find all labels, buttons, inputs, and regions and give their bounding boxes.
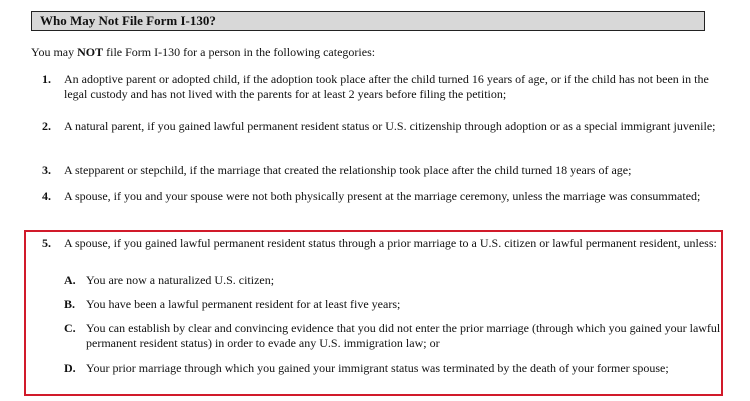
item-number: 2. bbox=[42, 119, 51, 133]
sub-item-letter: C. bbox=[64, 321, 76, 335]
intro-text bbox=[31, 44, 375, 60]
list-item-4 bbox=[42, 189, 722, 204]
sub-item-a bbox=[64, 273, 724, 288]
intro-emphasis: NOT bbox=[77, 45, 104, 59]
sub-item-c bbox=[64, 321, 724, 351]
item-number: 3. bbox=[42, 163, 51, 177]
sub-item-b bbox=[64, 297, 724, 312]
sub-item-text: Your prior marriage through which you gained your immigrant status was terminated by the death of your former spouse; bbox=[86, 361, 669, 375]
list-item-3 bbox=[42, 163, 722, 178]
intro-suffix: file Form I-130 for a person in the following categories: bbox=[103, 45, 376, 59]
item-number: 1. bbox=[42, 72, 51, 86]
intro-prefix: You may bbox=[31, 45, 78, 59]
list-item-1 bbox=[42, 72, 722, 102]
item-text: A spouse, if you and your spouse were not both physically present at the marriage ceremony, unless the marriage was consummated; bbox=[64, 189, 701, 203]
item-number: 5. bbox=[42, 236, 51, 250]
item-text: An adoptive parent or adopted child, if the adoption took place after the child turned 16 years of age, or if the child has not been in the legal custody and has not lived with the parents for at least 2 years before filing the petition; bbox=[64, 72, 709, 101]
sub-item-text: You are now a naturalized U.S. citizen; bbox=[86, 273, 275, 287]
item-text: A stepparent or stepchild, if the marriage that created the relationship took place after the child turned 18 years of age; bbox=[64, 163, 632, 177]
item-text: A spouse, if you gained lawful permanent resident status through a prior marriage to a U.S. citizen or lawful permanent resident, unless: bbox=[64, 236, 717, 250]
sub-item-text: You can establish by clear and convincing evidence that you did not enter the prior marriage (through which you gained your lawful permanent resident status) in order to evade any U.S. immigration law; or bbox=[86, 321, 721, 350]
sub-item-text: You have been a lawful permanent resident for at least five years; bbox=[86, 297, 401, 311]
item-number: 4. bbox=[42, 189, 51, 203]
sub-item-letter: A. bbox=[64, 273, 76, 287]
list-item-5 bbox=[42, 236, 722, 251]
sub-item-letter: B. bbox=[64, 297, 76, 311]
sub-item-d bbox=[64, 361, 724, 376]
list-item-2 bbox=[42, 119, 722, 134]
sub-item-letter: D. bbox=[64, 361, 76, 375]
item-text: A natural parent, if you gained lawful permanent resident status or U.S. citizenship through adoption or as a special immigrant juvenile; bbox=[64, 119, 716, 133]
section-title: Who May Not File Form I-130? bbox=[31, 11, 705, 31]
